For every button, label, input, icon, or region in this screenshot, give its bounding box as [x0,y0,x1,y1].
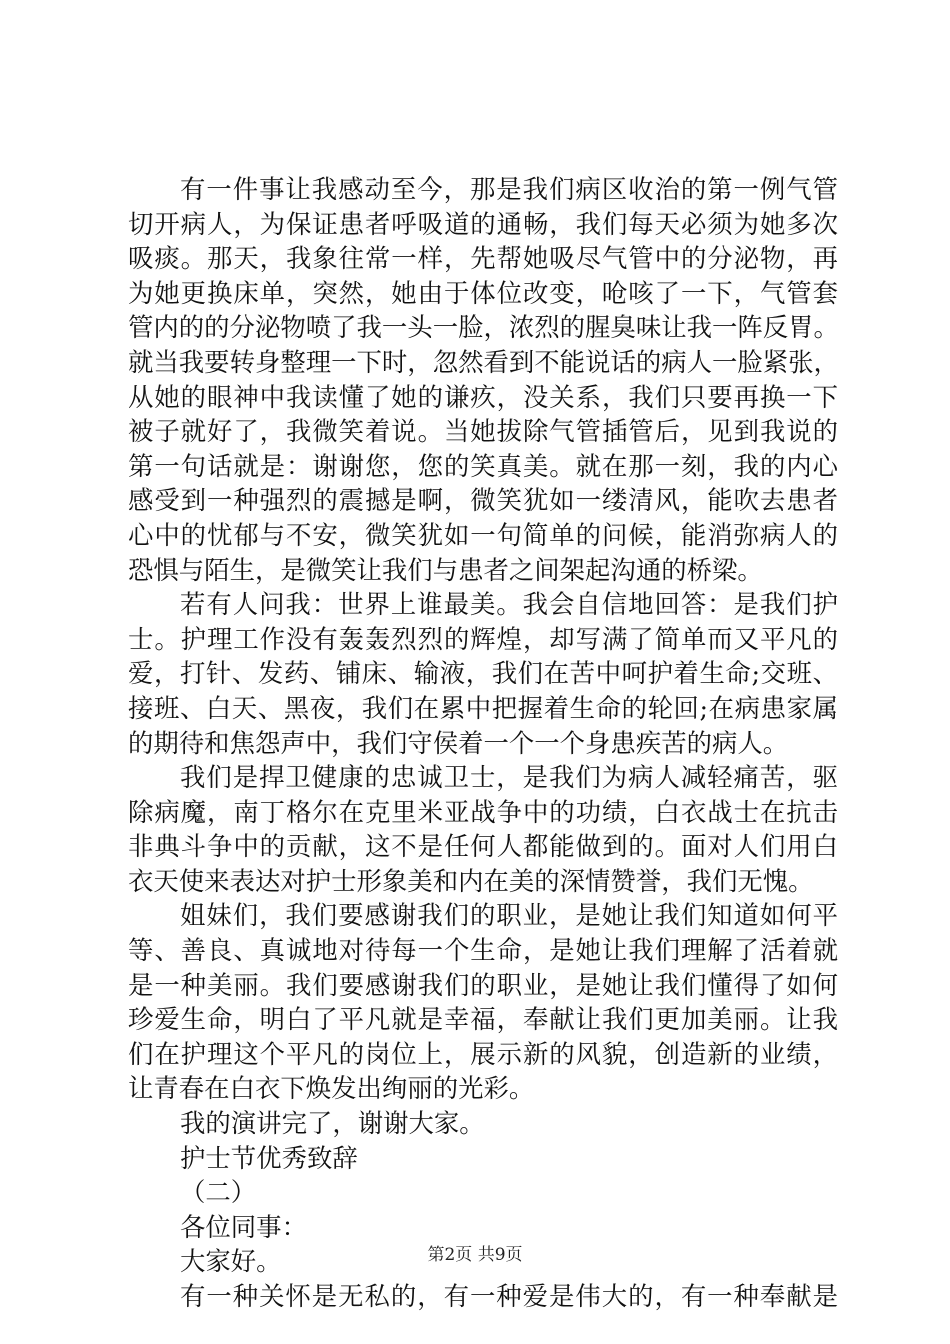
section-number: （二） [180,1177,257,1208]
text-line: 管内的的分泌物喷了我一头一脸，浓烈的腥臭味让我一阵反胃。 [128,312,839,343]
text-line: 爱，打针、发药、铺床、输液，我们在苦中呵护着生命;交班、 [128,658,838,689]
text-line: 是一种美丽。我们要感谢我们的职业，是她让我们懂得了如何 [128,969,838,1000]
text-line: 我们是捍卫健康的忠诚卫士，是我们为病人减轻痛苦，驱 [180,762,838,793]
text-line: 第一句话就是：谢谢您，您的笑真美。就在那一刻，我的内心 [128,450,838,481]
text-line: 等、善良、真诚地对待每一个生命，是她让我们理解了活着就 [128,935,838,966]
text-line: 士。护理工作没有轰轰烈烈的辉煌，却写满了简单而又平凡的 [128,623,838,654]
text-line: 我的演讲完了，谢谢大家。 [180,1108,485,1139]
section-title: 护士节优秀致辞 [180,1142,358,1173]
text-line: 除病魔，南丁格尔在克里米亚战争中的功绩，白衣战士在抗击 [128,796,838,827]
text-line: 感受到一种强烈的震撼是啊，微笑犹如一缕清风，能吹去患者 [128,485,838,516]
text-line: 被子就好了，我微笑着说。当她拔除气管插管后，见到我说的 [128,416,838,447]
text-line: 恐惧与陌生，是微笑让我们与患者之间架起沟通的桥梁。 [128,554,763,585]
page-footer: 第2页 共9页 [427,1245,523,1265]
text-line: 切开病人，为保证患者呼吸道的通畅，我们每天必须为她多次 [128,208,838,239]
text-line: 接班、白天、黑夜，我们在累中把握着生命的轮回;在病患家属 [128,692,838,723]
text-line: 若有人问我：世界上谁最美。我会自信地回答：是我们护 [180,589,838,620]
text-line: 珍爱生命，明白了平凡就是幸福，奉献让我们更加美丽。让我 [128,1004,838,1035]
text-line: 就当我要转身整理一下时，忽然看到不能说话的病人一脸紧张， [128,346,839,377]
text-line: 衣天使来表达对护士形象美和内在美的深情赞誉，我们无愧。 [128,865,814,896]
greeting: 大家好。 [180,1246,282,1277]
text-line: 们在护理这个平凡的岗位上，展示新的风貌，创造新的业绩， [128,1038,838,1069]
text-line: 姐妹们，我们要感谢我们的职业，是她让我们知道如何平 [180,900,838,931]
text-line: 让青春在白衣下焕发出绚丽的光彩。 [128,1073,535,1104]
salutation: 各位同事： [180,1211,307,1242]
body-text [128,172,838,1314]
text-line: 非典斗争中的贡献，这不是任何人都能做到的。面对人们用白 [128,831,838,862]
text-line: 从她的眼神中我读懂了她的谦疚，没关系，我们只要再换一下 [128,381,838,412]
text-line: 吸痰。那天，我象往常一样，先帮她吸尽气管中的分泌物，再 [128,243,838,274]
text-line: 有一件事让我感动至今，那是我们病区收治的第一例气管 [180,174,838,204]
text-line: 有一种关怀是无私的，有一种爱是伟大的，有一种奉献是 [180,1281,838,1311]
text-line: 为她更换床单，突然，她由于体位改变，呛咳了一下，气管套 [128,277,838,308]
text-line: 心中的忧郁与不安，微笑犹如一句简单的问候，能消弥病人的 [128,519,838,550]
text-line: 的期待和焦怨声中，我们守侯着一个一个身患疾苦的病人。 [128,727,789,758]
